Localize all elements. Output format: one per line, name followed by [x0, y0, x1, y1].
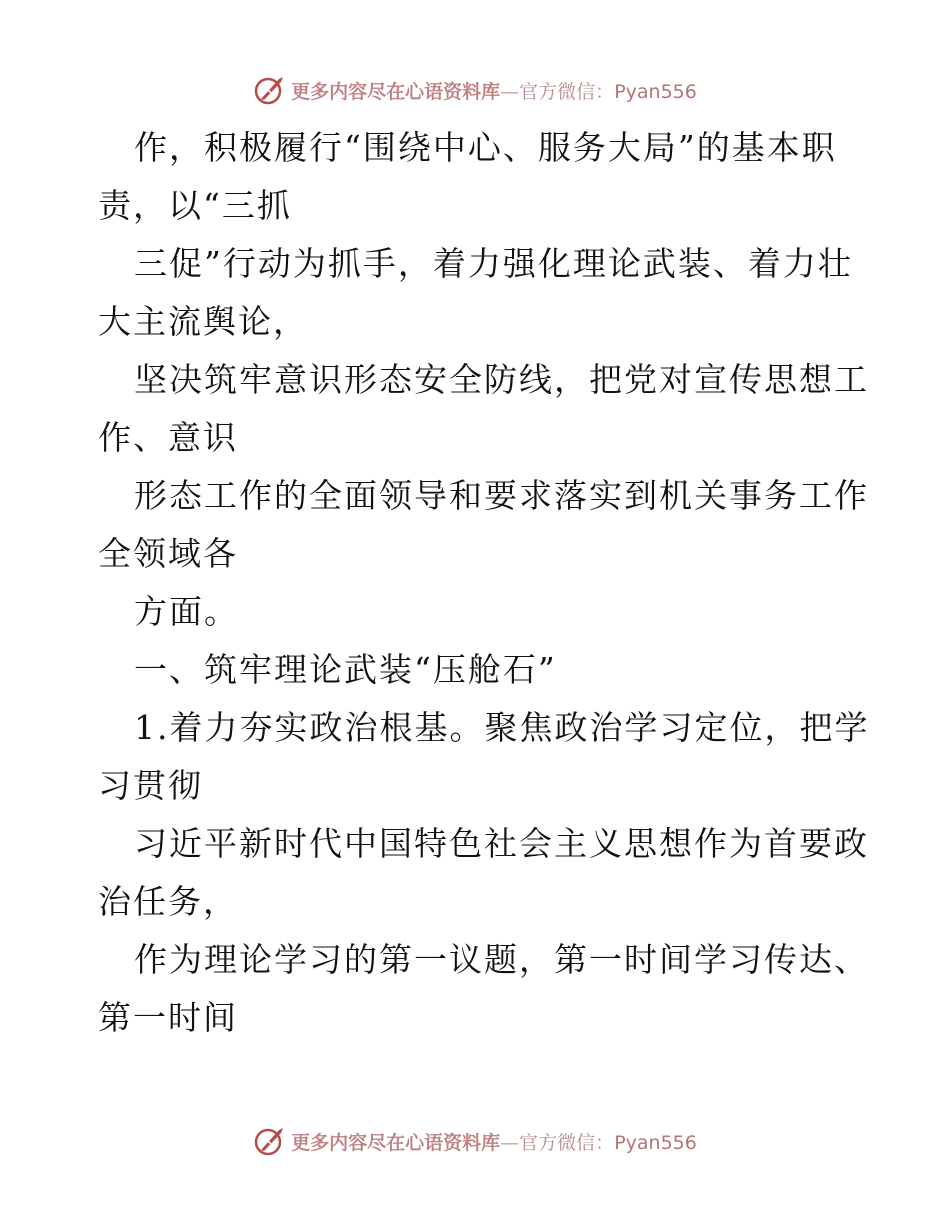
- watermark-official-label: 官方微信：: [519, 80, 615, 103]
- body-text-line: 坚决筑牢意识形态安全防线，把党对宣传思想工: [134, 360, 869, 399]
- watermark-official-label: 官方微信：: [519, 1131, 615, 1154]
- document-body: [98, 119, 870, 1047]
- watermark-text: [291, 1128, 697, 1155]
- quill-logo-icon: [253, 73, 287, 107]
- body-text-line: 作、意识: [98, 418, 238, 457]
- watermark-brand: 更多内容尽在心语资料库: [291, 1131, 501, 1154]
- watermark-wechat-id: Pyan556: [614, 80, 697, 103]
- body-text-line: 责，以“三抓: [98, 186, 292, 225]
- watermark-wechat-id: Pyan556: [614, 1131, 697, 1154]
- watermark-separator: —: [500, 1131, 520, 1154]
- body-text-line: 习近平新时代中国特色社会主义思想作为首要政: [134, 824, 869, 863]
- body-text-line: 作为理论学习的第一议题，第一时间学习传达、: [134, 940, 869, 979]
- body-text-line: 全领域各: [98, 534, 238, 573]
- body-text-line: 作，积极履行“围绕中心、服务大局”的基本职: [134, 128, 837, 167]
- body-text-line: 治任务，: [98, 882, 238, 921]
- body-text-line: 大主流舆论，: [98, 302, 308, 341]
- body-text-line: 三促”行动为抓手，着力强化理论武装、着力壮: [134, 244, 853, 283]
- quill-logo-icon: [253, 1124, 287, 1158]
- watermark-separator: —: [500, 80, 520, 103]
- body-text-line: 第一时间: [98, 998, 238, 1037]
- body-text-line: 习贯彻: [98, 766, 203, 805]
- body-text-line: 方面。: [134, 592, 239, 631]
- footer-watermark: [0, 1121, 950, 1161]
- body-text-line: 1.着力夯实政治根基。聚焦政治学习定位，把学: [134, 708, 870, 747]
- watermark-text: [291, 77, 697, 104]
- body-text-line: 一、筑牢理论武装“压舱石”: [134, 650, 557, 689]
- body-text-line: 形态工作的全面领导和要求落实到机关事务工作: [134, 476, 869, 515]
- watermark-brand: 更多内容尽在心语资料库: [291, 80, 501, 103]
- header-watermark: [0, 70, 950, 110]
